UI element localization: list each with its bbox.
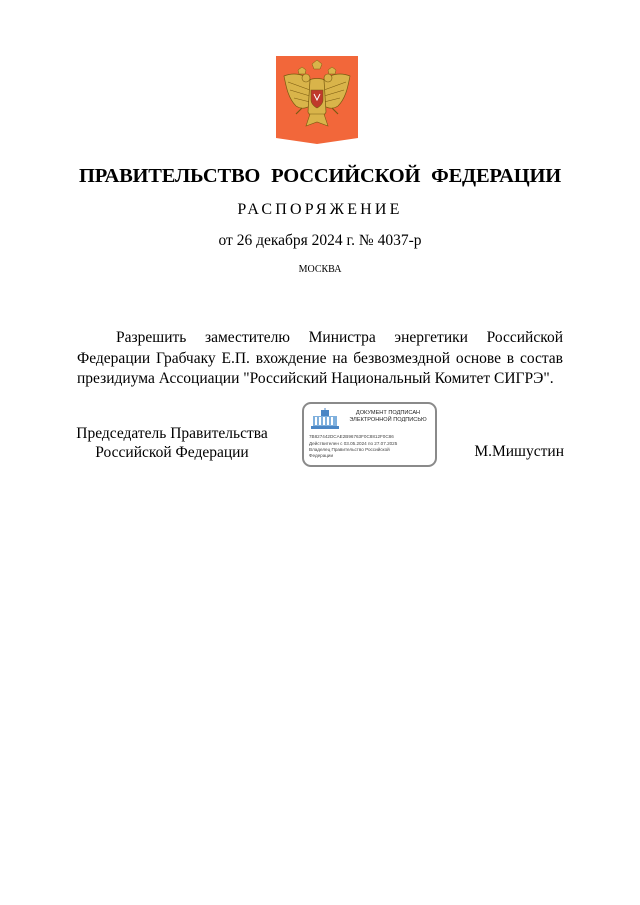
stamp-heading-line1: ДОКУМЕНТ ПОДПИСАН — [355, 410, 421, 416]
decree-text: Разрешить заместителю Министра энергетики Российской Федерации Грабчаку Е.П. вхождение на безвозмездной основе в состав президиума Ассоциации "Российский Национальный Комитет СИГРЭ". — [77, 329, 563, 387]
russian-coat-of-arms-icon — [276, 56, 358, 144]
stamp-validity: Действителен с 03.05.2024 по 27.07.2025 — [309, 441, 398, 446]
stamp-certificate: 7B827442DCAE2B96763F0C8812F0C86 — [309, 434, 394, 439]
stamp-logo — [309, 408, 341, 430]
coat-of-arms-emblem — [276, 56, 358, 144]
stamp-owner-line1: Владелец Правительство Российской — [309, 447, 390, 452]
government-title: ПРАВИТЕЛЬСТВО РОССИЙСКОЙ ФЕДЕРАЦИИ — [79, 165, 561, 187]
stamp-owner-line2: Федерации — [309, 453, 334, 458]
signer-position-line2: Российской Федерации — [95, 444, 249, 461]
signer-position-line1: Председатель Правительства — [76, 425, 268, 442]
stamp-heading — [340, 410, 436, 424]
stamp-heading-line2: ЭЛЕКТРОННОЙ ПОДПИСЬЮ — [349, 417, 427, 423]
document-type: РАСПОРЯЖЕНИЕ — [237, 201, 403, 218]
government-building-icon — [309, 408, 341, 430]
document-city: МОСКВА — [298, 264, 342, 275]
signer-position — [58, 424, 286, 462]
signer-name: М.Мишустин — [474, 443, 564, 460]
electronic-signature-stamp — [302, 402, 437, 467]
document-date-number: от 26 декабря 2024 г. № 4037-р — [218, 232, 422, 249]
